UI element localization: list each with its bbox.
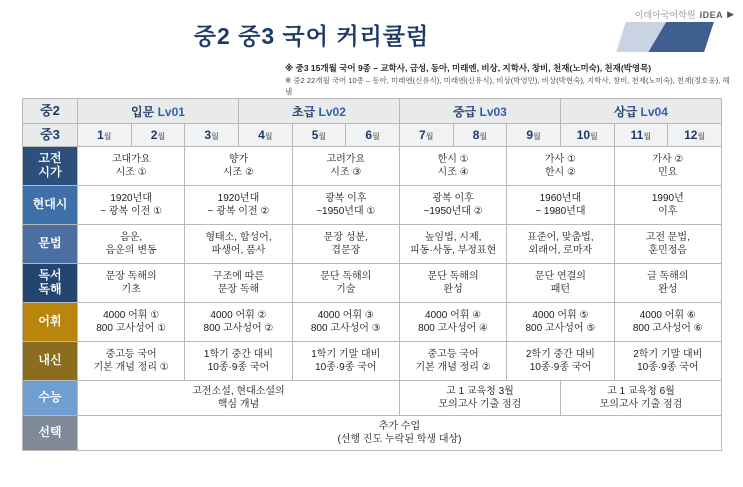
academy-name: 이데아국어학원 bbox=[634, 10, 696, 20]
level-name: 상급 bbox=[614, 104, 641, 119]
cell-line2: 겹문장 bbox=[331, 245, 361, 256]
month-header-4 bbox=[238, 124, 292, 147]
row-label-8 bbox=[23, 416, 78, 451]
cell-line2: 패턴 bbox=[550, 284, 571, 295]
cell-line1: 고전소설, 현대소설의 bbox=[192, 385, 285, 397]
cell-r6-c5 bbox=[507, 342, 614, 381]
cell-line2: ~1950년대 ② bbox=[423, 206, 483, 217]
row-label-line1: 선택 bbox=[38, 425, 62, 440]
cell-line2: 10종·9종 국어 bbox=[637, 362, 699, 373]
cell-line2: 800 고사성어 ③ bbox=[310, 323, 381, 334]
month-unit: 월 bbox=[697, 132, 706, 141]
row-label-3 bbox=[23, 225, 78, 264]
cell-line2: ~ 광복 이전 ① bbox=[100, 206, 163, 217]
cell-line1: 4000 어휘 ③ bbox=[317, 309, 374, 321]
cell-r6-c3 bbox=[292, 342, 399, 381]
cell-r6-c2 bbox=[185, 342, 292, 381]
level-name: 초급 bbox=[292, 104, 319, 119]
level-header-4 bbox=[560, 99, 721, 124]
cell-r8-c1 bbox=[78, 416, 722, 451]
cell-line1: 향가 bbox=[228, 153, 249, 165]
cell-line1: 4000 어휘 ⑤ bbox=[532, 309, 589, 321]
month-header-12 bbox=[668, 124, 722, 147]
row-label-5 bbox=[23, 303, 78, 342]
cell-line2: ~1950년대 ① bbox=[316, 206, 376, 217]
cell-line2: 시조 ④ bbox=[437, 167, 469, 178]
month-number: 8 bbox=[472, 128, 480, 142]
cell-line2: 시조 ② bbox=[222, 167, 254, 178]
cell-r4-c6 bbox=[614, 264, 721, 303]
cell-line1: 1920년대 bbox=[110, 192, 152, 204]
page-title: 중2 중3 국어 커리큘럼 bbox=[193, 23, 430, 49]
cell-r3-c4 bbox=[399, 225, 506, 264]
cell-line2: 800 고사성어 ⑤ bbox=[525, 323, 596, 334]
note-line-2: ※ 중2 22개월 국어 10종 – 동아, 미래엔(신유식), 미래엔(신유식), 비상(박영민), 비상(박현숙), 지학사, 창비, 천재(노미숙), 천재(정호웅), 해냄 bbox=[285, 75, 730, 96]
cell-r5-c5 bbox=[507, 303, 614, 342]
month-unit: 월 bbox=[103, 132, 112, 141]
curriculum-table bbox=[22, 98, 722, 451]
month-number: 11 bbox=[630, 128, 644, 142]
row-label-2 bbox=[23, 186, 78, 225]
row-label-line1: 문법 bbox=[38, 236, 62, 251]
cell-r6-c1 bbox=[78, 342, 185, 381]
cell-line2: 시조 ③ bbox=[330, 167, 362, 178]
cell-line1: 문단 독해의 bbox=[320, 270, 372, 282]
row-label-line2: 독해 bbox=[38, 282, 62, 296]
cell-r3-c3 bbox=[292, 225, 399, 264]
cell-r1-c6 bbox=[614, 147, 721, 186]
grade-label-g3: 중3 bbox=[23, 124, 78, 147]
cell-line1: 형태소, 합성어, bbox=[205, 231, 272, 243]
logo-text: IDEA bbox=[699, 9, 724, 20]
cell-line2: 10종·9종 국어 bbox=[529, 362, 592, 373]
cell-r4-c2 bbox=[185, 264, 292, 303]
month-unit: 월 bbox=[425, 132, 434, 141]
month-number: 12 bbox=[684, 128, 698, 142]
cell-line1: 1학기 중간 대비 bbox=[203, 348, 273, 360]
cell-line2: 기초 bbox=[121, 284, 141, 295]
level-code: Lv04 bbox=[640, 104, 668, 119]
cell-line1: 1학기 기말 대비 bbox=[311, 348, 381, 360]
cell-line2: 800 고사성어 ④ bbox=[418, 323, 489, 334]
cell-r2-c3 bbox=[292, 186, 399, 225]
cell-line2: 기술 bbox=[336, 284, 356, 295]
cell-r5-c3 bbox=[292, 303, 399, 342]
cell-line1: 4000 어휘 ④ bbox=[425, 309, 482, 321]
cell-r3-c1 bbox=[78, 225, 185, 264]
cell-line1: 음운, bbox=[120, 231, 143, 243]
month-header-6 bbox=[346, 124, 400, 147]
cell-line1: 고 1 교육청 6월 bbox=[607, 385, 675, 397]
grade-label-g2: 중2 bbox=[23, 99, 78, 124]
row-label-4 bbox=[23, 264, 78, 303]
cell-r1-c2 bbox=[185, 147, 292, 186]
cell-line2: 800 고사성어 ① bbox=[96, 323, 167, 334]
month-header-9 bbox=[507, 124, 561, 147]
month-unit: 월 bbox=[372, 132, 380, 141]
cell-r3-c2 bbox=[185, 225, 292, 264]
cell-line1: 추가 수업 bbox=[378, 420, 421, 432]
month-header-8 bbox=[453, 124, 507, 147]
notes-block bbox=[285, 62, 730, 97]
cell-line2: ~ 광복 이전 ② bbox=[207, 206, 270, 217]
cell-r5-c1 bbox=[78, 303, 185, 342]
month-number: 9 bbox=[526, 128, 534, 142]
cell-line2: 외래어, 로마자 bbox=[528, 245, 593, 256]
cell-line1: 중고등 국어 bbox=[105, 348, 157, 360]
cell-r5-c2 bbox=[185, 303, 292, 342]
cell-line2: 800 고사성어 ⑥ bbox=[632, 323, 703, 334]
cell-line1: 구조에 따른 bbox=[212, 270, 265, 282]
cell-r2-c1 bbox=[78, 186, 185, 225]
level-name: 중급 bbox=[452, 104, 480, 119]
cell-line1: 2학기 중간 대비 bbox=[525, 348, 595, 360]
cell-r3-c6 bbox=[614, 225, 721, 264]
cell-line1: 고대가요 bbox=[111, 153, 151, 165]
cell-line2: 핵심 개념 bbox=[217, 399, 260, 410]
cell-line2: 완성 bbox=[443, 284, 463, 295]
month-unit: 월 bbox=[211, 132, 219, 141]
cell-line1: 2학기 기말 대비 bbox=[633, 348, 703, 360]
cell-line1: 고려가요 bbox=[326, 153, 366, 165]
row-label-line1: 어휘 bbox=[38, 314, 62, 329]
month-number: 2 bbox=[150, 128, 158, 142]
level-header-3 bbox=[399, 99, 560, 124]
cell-r7-c3 bbox=[560, 381, 721, 416]
cell-line1: 높임법, 시제, bbox=[424, 231, 482, 243]
cell-line2: 문장 독해 bbox=[217, 284, 260, 295]
cell-line1: 4000 어휘 ① bbox=[103, 309, 160, 321]
cell-line1: 문장 성분, bbox=[323, 231, 368, 243]
cell-r1-c5 bbox=[507, 147, 614, 186]
cell-line2: 한시 ② bbox=[544, 167, 576, 178]
cell-line2: 파생어, 품사 bbox=[211, 245, 266, 256]
month-header-5 bbox=[292, 124, 346, 147]
row-label-line1: 독서 bbox=[38, 268, 62, 283]
cell-r6-c6 bbox=[614, 342, 721, 381]
cell-line1: 가사 ① bbox=[544, 153, 576, 165]
cell-line1: 중고등 국어 bbox=[427, 348, 479, 360]
cell-r1-c4 bbox=[399, 147, 506, 186]
cell-r4-c3 bbox=[292, 264, 399, 303]
cell-line2: 이후 bbox=[658, 206, 678, 217]
level-name: 입문 bbox=[131, 104, 158, 119]
cell-r1-c1 bbox=[78, 147, 185, 186]
cell-r7-c1 bbox=[78, 381, 400, 416]
row-label-1 bbox=[23, 147, 78, 186]
row-label-6 bbox=[23, 342, 78, 381]
cell-line2: 기본 개념 정리 ① bbox=[93, 362, 169, 373]
cell-line2: (선행 진도 누락된 학생 대상) bbox=[337, 434, 462, 445]
level-header-1 bbox=[78, 99, 239, 124]
note-line-1: ※ 중3 15개월 국어 9종 – 교학사, 금성, 동아, 미래엔, 비상, 지학사, 창비, 천재(노미숙), 천재(박영목) bbox=[285, 63, 652, 73]
cell-line2: 10종·9종 국어 bbox=[207, 362, 270, 373]
cell-line2: 800 고사성어 ② bbox=[203, 323, 274, 334]
month-header-10 bbox=[560, 124, 614, 147]
month-header-2 bbox=[131, 124, 185, 147]
cell-line1: 문단 연결의 bbox=[534, 270, 586, 282]
cell-r5-c6 bbox=[614, 303, 721, 342]
cell-line2: 음운의 변동 bbox=[105, 245, 157, 256]
month-header-11 bbox=[614, 124, 668, 147]
cell-line1: 한시 ① bbox=[437, 153, 469, 165]
title-accent-bar bbox=[616, 22, 714, 52]
cell-r2-c6 bbox=[614, 186, 721, 225]
cell-line2: 완성 bbox=[658, 284, 678, 295]
level-code: Lv03 bbox=[479, 104, 507, 119]
cell-line2: 시조 ① bbox=[115, 167, 147, 178]
row-label-line2: 시가 bbox=[38, 165, 62, 179]
cell-line2: 10종·9종 국어 bbox=[315, 362, 377, 373]
cell-line1: 1960년대 bbox=[539, 192, 582, 204]
cell-r5-c4 bbox=[399, 303, 506, 342]
cell-line2: 민요 bbox=[658, 167, 678, 178]
cell-r4-c4 bbox=[399, 264, 506, 303]
month-number: 5 bbox=[311, 128, 319, 142]
month-unit: 월 bbox=[318, 132, 327, 141]
cell-line1: 문단 독해의 bbox=[427, 270, 479, 282]
row-label-line1: 현대시 bbox=[32, 197, 68, 212]
month-unit: 월 bbox=[479, 132, 488, 141]
cell-line1: 4000 어휘 ② bbox=[210, 309, 267, 321]
cell-line1: 문장 독해의 bbox=[105, 270, 157, 282]
cell-line1: 고 1 교육청 3월 bbox=[446, 385, 514, 397]
cell-line2: ~ 1980년대 bbox=[535, 206, 586, 217]
cell-line1: 1990년 bbox=[651, 192, 684, 204]
month-number: 3 bbox=[204, 128, 212, 142]
month-unit: 월 bbox=[264, 132, 273, 141]
cell-line1: 고전 문법, bbox=[645, 231, 690, 243]
row-label-line1: 수능 bbox=[38, 390, 62, 405]
row-label-line1: 내신 bbox=[38, 353, 62, 368]
cell-line1: 표준어, 맞춤법, bbox=[527, 231, 594, 243]
cell-line1: 1920년대 bbox=[217, 192, 260, 204]
cell-r6-c4 bbox=[399, 342, 506, 381]
month-header-7 bbox=[399, 124, 453, 147]
month-number: 10 bbox=[576, 128, 591, 142]
cell-r2-c2 bbox=[185, 186, 292, 225]
level-code: Lv01 bbox=[157, 104, 185, 119]
row-label-7 bbox=[23, 381, 78, 416]
month-header-3 bbox=[185, 124, 239, 147]
cell-r4-c5 bbox=[507, 264, 614, 303]
cell-r1-c3 bbox=[292, 147, 399, 186]
cell-line2: 모의고사 기출 점검 bbox=[438, 399, 522, 410]
cell-line1: 광복 이후 bbox=[325, 192, 367, 204]
cell-line1: 글 독해의 bbox=[647, 270, 689, 282]
arrow-icon: ▶ bbox=[727, 9, 733, 19]
row-label-line1: 고전 bbox=[38, 151, 62, 166]
cell-r7-c2 bbox=[399, 381, 560, 416]
month-unit: 월 bbox=[643, 132, 652, 141]
cell-line2: 피동·사동, 부정표현 bbox=[410, 245, 497, 256]
month-number: 6 bbox=[365, 128, 373, 142]
month-unit: 월 bbox=[157, 132, 166, 141]
cell-line2: 훈민정음 bbox=[648, 245, 688, 256]
month-number: 1 bbox=[97, 128, 104, 142]
cell-r2-c4 bbox=[399, 186, 506, 225]
month-header-1 bbox=[78, 124, 132, 147]
month-number: 7 bbox=[419, 128, 426, 142]
cell-r3-c5 bbox=[507, 225, 614, 264]
cell-line2: 모의고사 기출 점검 bbox=[599, 399, 683, 410]
cell-r2-c5 bbox=[507, 186, 614, 225]
cell-line1: 가사 ② bbox=[652, 153, 684, 165]
level-code: Lv02 bbox=[318, 104, 346, 119]
cell-line1: 광복 이후 bbox=[432, 192, 474, 204]
cell-line1: 4000 어휘 ⑥ bbox=[639, 309, 696, 321]
month-unit: 월 bbox=[533, 132, 541, 141]
title-block bbox=[0, 18, 743, 58]
month-unit: 월 bbox=[590, 132, 598, 141]
month-number: 4 bbox=[258, 128, 265, 142]
cell-line2: 기본 개념 정리 ② bbox=[415, 362, 491, 373]
cell-r4-c1 bbox=[78, 264, 185, 303]
level-header-2 bbox=[238, 99, 399, 124]
